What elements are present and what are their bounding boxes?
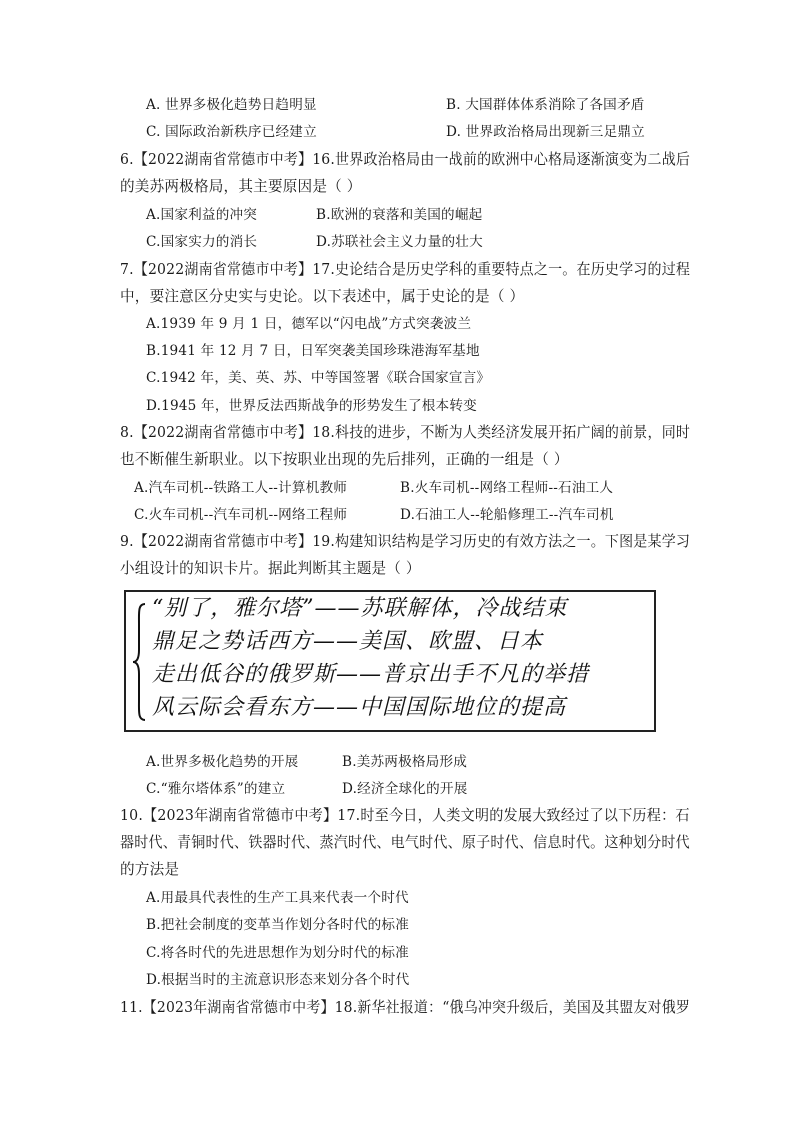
q11-stem-line1: 11.【2023年湖南省常德市中考】18.新华社报道：“俄乌冲突升级后，美国及其盟友对俄罗	[120, 999, 690, 1016]
card-line-4: 风云际会看东方——中国国际地位的提高	[152, 695, 567, 720]
q6-stem-line2: 的美苏两极格局，其主要原因是（ ）	[120, 178, 362, 195]
card-line-2: 鼎足之势话西方——美国、欧盟、日本	[152, 629, 544, 654]
q9-stem-line1: 9.【2022湖南省常德市中考】19.构建知识结构是学习历史的有效方法之一。下图是某学习	[120, 533, 691, 550]
q8-option-a: A.汽车司机--铁路工人--计算机教师	[134, 480, 348, 496]
q9-option-c: C.“雅尔塔体系”的建立	[146, 781, 286, 797]
q7-stem-line1: 7.【2022湖南省常德市中考】17.史论结合是历史学科的重要特点之一。在历史学习的过程	[120, 261, 691, 278]
q6-option-b: B.欧洲的衰落和美国的崛起	[316, 207, 483, 223]
q6-option-d: D.苏联社会主义力量的壮大	[316, 234, 483, 250]
q10-option-a: A.用最具代表性的生产工具来代表一个时代	[146, 890, 409, 906]
q6-stem-line1: 6.【2022湖南省常德市中考】16.世界政治格局由一战前的欧洲中心格局逐渐演变为二战后	[120, 151, 691, 168]
q8-stem-line2: 也不断催生新职业。以下按职业出现的先后排列，正确的一组是（ ）	[120, 451, 569, 468]
q10-option-b: B.把社会制度的变革当作划分各时代的标准	[146, 917, 409, 933]
q5-option-a: A. 世界多极化趋势日趋明显	[146, 97, 317, 113]
q10-stem-line3: 的方法是	[120, 861, 180, 878]
q8-stem-line1: 8.【2022湖南省常德市中考】18.科技的进步，不断为人类经济发展开拓广阔的前景，同时	[120, 424, 691, 441]
q5-option-d: D. 世界政治格局出现新三足鼎立	[446, 124, 645, 140]
q6-option-c: C.国家实力的消长	[146, 234, 258, 250]
q9-stem-line2: 小组设计的知识卡片。据此判断其主题是（ ）	[120, 560, 421, 577]
curly-brace-icon	[132, 602, 146, 722]
q7-option-a: A.1939 年 9 月 1 日，德军以“闪电战”方式突袭波兰	[146, 316, 472, 332]
q6-option-a: A.国家利益的冲突	[146, 207, 258, 223]
card-line-3: 走出低谷的俄罗斯——普京出手不凡的举措	[152, 662, 590, 687]
card-line-1: “别了，雅尔塔”——苏联解体，冷战结束	[152, 596, 568, 621]
q10-stem-line1: 10.【2023年湖南省常德市中考】17.时至今日，人类文明的发展大致经过了以下历程：石	[120, 807, 690, 824]
q9-option-d: D.经济全球化的开展	[342, 781, 468, 797]
q10-stem-line2: 器时代、青铜时代、铁器时代、蒸汽时代、电气时代、原子时代、信息时代。这种划分时代	[120, 834, 690, 851]
q10-option-c: C.将各时代的先进思想作为划分时代的标准	[146, 945, 409, 961]
q7-stem-line2: 中，要注意区分史实与史论。以下表述中，属于史论的是（ ）	[120, 288, 525, 305]
q5-option-c: C. 国际政治新秩序已经建立	[146, 124, 317, 140]
q9-option-b: B.美苏两极格局形成	[342, 754, 468, 770]
q7-option-d: D.1945 年，世界反法西斯战争的形势发生了根本转变	[146, 398, 477, 414]
q8-option-d: D.石油工人--轮船修理工--汽车司机	[400, 507, 614, 523]
q8-option-c: C.火车司机--汽车司机--网络工程师	[134, 507, 348, 523]
q10-option-d: D.根据当时的主流意识形态来划分各个时代	[146, 972, 410, 988]
q7-option-b: B.1941 年 12 月 7 日，日军突袭美国珍珠港海军基地	[146, 343, 480, 359]
q5-option-b: B. 大国群体体系消除了各国矛盾	[446, 97, 645, 113]
knowledge-card	[124, 590, 656, 732]
q8-option-b: B.火车司机--网络工程师--石油工人	[400, 480, 614, 496]
q7-option-c: C.1942 年，美、英、苏、中等国签署《联合国家宣言》	[146, 370, 491, 386]
q9-option-a: A.世界多极化趋势的开展	[146, 754, 299, 770]
